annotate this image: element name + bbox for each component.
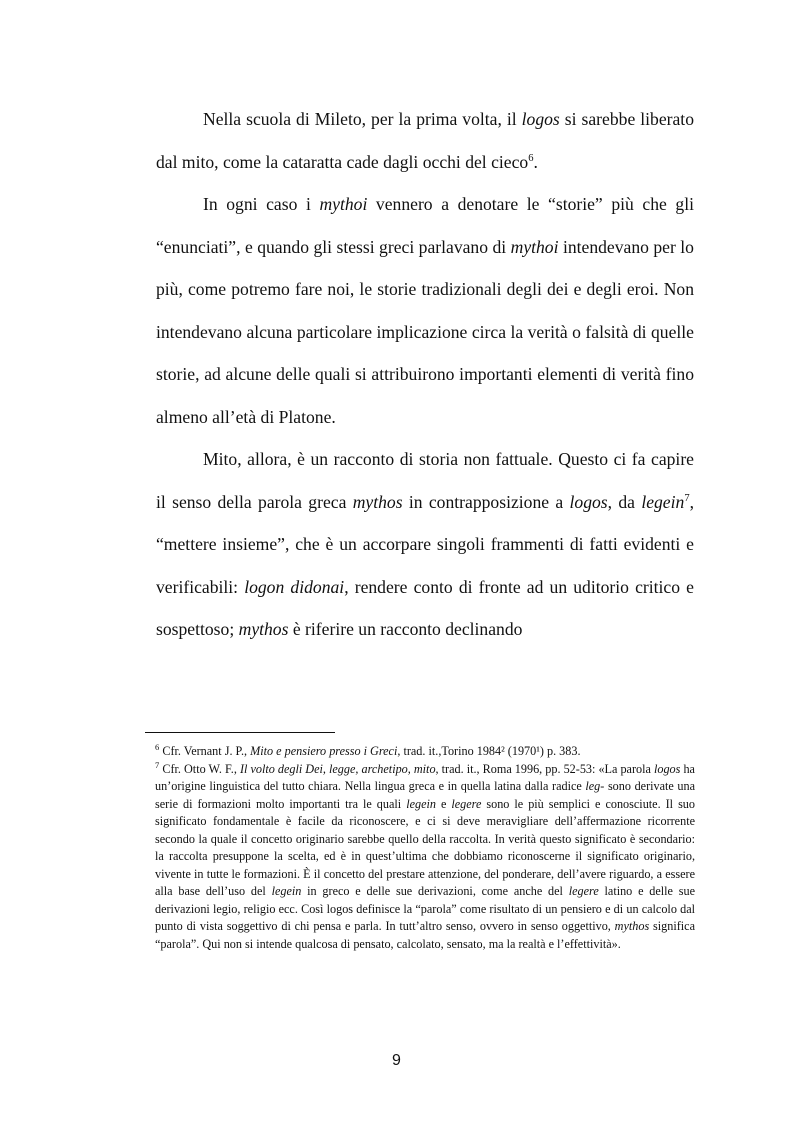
footnote-ref: 7 [684, 492, 690, 504]
italic-term: mythoi [319, 194, 368, 214]
italic-term: legein [271, 884, 302, 898]
text-run: Mito, allora, è un racconto di storia non fattuale. Questo ci fa capire il senso della parola greca [156, 449, 694, 512]
italic-term: logos [653, 761, 681, 776]
italic-term: legein [641, 491, 685, 512]
text-run: . [533, 151, 538, 172]
text-run: sono derivate una serie di formazioni molto importanti tra le quali [155, 779, 696, 811]
paragraph [156, 438, 694, 651]
footnote-separator [145, 732, 335, 733]
text-run: Cfr. Vernant J. P., [159, 744, 251, 758]
italic-term: legere [451, 796, 482, 811]
text-run: , da [607, 491, 642, 512]
italic-term: Mito e pensiero presso i Greci [250, 744, 398, 758]
paragraph [156, 98, 694, 183]
text-run: ha un’origine linguistica del tutto chiara. Nella lingua greca e in quella latina dalla radice [155, 761, 695, 793]
italic-term: Il volto degli Dei, legge, archetipo, mito [239, 761, 436, 776]
page-number: 9 [392, 1052, 401, 1069]
text-run: latino e delle sue derivazioni legio, religio ecc. Così logos definisce la “parola” come risultato di un pensiero e di un calcolo dal punto di vista soggettivo di chi pensa e parla. In tutt’altro senso, ovvero in senso oggettivo, [155, 884, 695, 933]
footnote-ref: 6 [528, 152, 534, 164]
italic-term: legein [406, 796, 436, 811]
text-run: vennero a denotare le “storie” più che gli “enunciati”, e quando gli stessi greci parlavano di [156, 194, 694, 257]
italic-term: mythos [614, 919, 650, 933]
italic-term: logos [521, 109, 560, 129]
text-run: sono le più semplici e conosciute. Il suo significato fondamentale è facile da riconoscere, e ci si deve meravigliare dell’affermazione ricorrente secondo la quale il concetto originario sarebbe quello della raccolta. In verità questo significato è secondario: la raccolta presuppone la scelta, ed è in quest’ultima che dobbiamo riconoscerne il significato originario, vivente in tutte le formazioni. È il concetto del prestare attenzione, del ponderare, dell’avere riguardo, a essere alla base dell’uso del [155, 796, 695, 898]
italic-term: mythos [238, 619, 289, 639]
text-run: Cfr. Otto W. F., [159, 761, 240, 776]
text-run: , “mettere insieme”, che è un accorpare singoli frammenti di fatti evidenti e verificabili: [156, 491, 694, 597]
italic-term: logon didonai [244, 576, 345, 597]
text-run: e [435, 796, 452, 811]
italic-term: legere [568, 884, 599, 898]
text-run: in contrapposizione a [402, 491, 570, 512]
footnote-7 [155, 761, 695, 954]
italic-term: mythos [352, 491, 403, 512]
body-text [156, 98, 694, 651]
text-run: in greco e delle sue derivazioni, come anche del [301, 884, 569, 898]
italic-term: leg- [585, 779, 605, 793]
text-run: Nella scuola di Mileto, per la prima volta, il [203, 109, 522, 129]
footnote-ref: 6 [155, 741, 160, 752]
text-run: , rendere conto di fronte ad un uditorio critico e sospettoso; [156, 576, 694, 639]
footnote-6 [155, 743, 695, 761]
text-run: significa “parola”. Qui non si intende qualcosa di pensato, calcolato, sensato, ma la realtà e l’effettività». [155, 919, 695, 951]
text-run: è riferire un racconto declinando [288, 619, 523, 639]
text-run: In ogni caso i [203, 194, 320, 214]
footnote-ref: 7 [155, 759, 160, 770]
text-run: si sarebbe liberato dal mito, come la cataratta cade dagli occhi del cieco [156, 109, 694, 172]
paragraph [156, 183, 694, 438]
text-run: intendevano per lo più, come potremo fare noi, le storie tradizionali degli dei e degli eroi. Non intendevano alcuna particolare implicazione circa la verità o falsità di quelle storie, ad alcune delle quali si attribuirono importanti elementi di verità fino almeno all’età di Platone. [156, 236, 694, 427]
text-run: , trad. it., Roma 1996, pp. 52-53: «La parola [435, 761, 654, 776]
text-run: , trad. it.,Torino 1984² (1970¹) p. 383. [397, 744, 581, 758]
italic-term: mythoi [510, 236, 559, 257]
italic-term: logos [569, 491, 608, 512]
footnotes [155, 743, 695, 953]
